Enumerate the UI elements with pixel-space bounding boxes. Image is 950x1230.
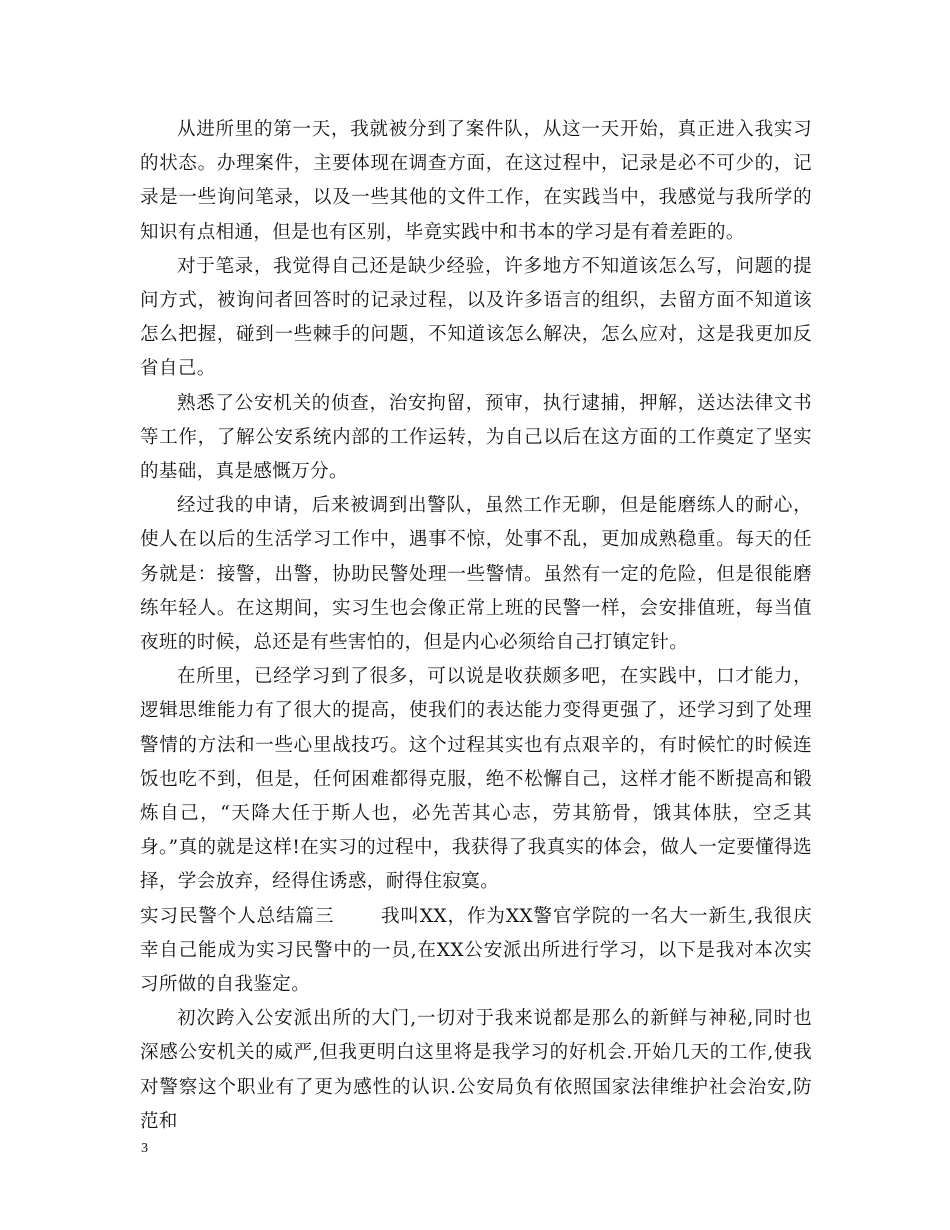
page-number: 3 <box>141 1141 148 1156</box>
paragraph-procedures: 熟悉了公安机关的侦查，治安拘留，预审，执行逮捕，押解，送达法律文书等工作，了解公安系统内部的工作运转，为自己以后在这方面的工作奠定了坚实的基础，真是感慨万分。 <box>140 392 812 483</box>
section-three-opening <box>140 900 812 1003</box>
section-intro: 我叫XX，作为XX警官学院的一名大一新生,我很庆幸自己能成为实习民警中的一员,在XX公安派出所进行学习，以下是我对本次实习所做的自我鉴定。 <box>140 905 812 996</box>
paragraph-first-entry: 初次跨入公安派出所的大门,一切对于我来说都是那么的新鲜与神秘,同时也深感公安机关的威严,但我更明白这里将是我学习的好机会.开始几天的工作,使我对警察这个职业有了更为感性的认识.公安局负有依照国家法律维护社会治安,防范和 <box>140 1008 812 1132</box>
paragraph-case-team: 从进所里的第一天，我就被分到了案件队，从这一天开始，真正进入我实习的状态。办理案件，主要体现在调查方面，在这过程中，记录是必不可少的，记录是一些询问笔录，以及一些其他的文件工作，在实践当中，我感觉与我所学的知识有点相通，但是也有区别，毕竟实践中和书本的学习是有着差距的。 <box>140 119 812 243</box>
section-heading: 实习民警个人总结篇三 <box>140 905 335 927</box>
document-body <box>140 113 812 1139</box>
paragraph-learning: 在所里，已经学习到了很多，可以说是收获颇多吧，在实践中，口才能力，逻辑思维能力有了很大的提高，使我们的表达能力变得更强了，还学习到了处理警情的方法和一些心里战技巧。这个过程其实也有点艰辛的，有时候忙的时候连饭也吃不到，但是，任何困难都得克服，绝不松懈自己，这样才能不断提高和锻炼自己，“天降大任于斯人也，必先苦其心志，劳其筋骨，饿其体肤，空乏其身。”真的就是这样!在实习的过程中，我获得了我真实的体会，做人一定要懂得选择，学会放弃，经得住诱惑，耐得住寂寞。 <box>140 666 812 893</box>
paragraph-dispatch-team: 经过我的申请，后来被调到出警队，虽然工作无聊，但是能磨练人的耐心，使人在以后的生活学习工作中，遇事不惊，处事不乱，更加成熟稳重。每天的任务就是：接警，出警，协助民警处理一些警情。虽然有一定的危险，但是很能磨练年轻人。在这期间，实习生也会像正常上班的民警一样，会安排值班，每当值夜班的时候，总还是有些害怕的，但是内心必须给自己打镇定针。 <box>140 495 812 654</box>
paragraph-records: 对于笔录，我觉得自己还是缺少经验，许多地方不知道该怎么写，问题的提问方式，被询问者回答时的记录过程，以及许多语言的组织，去留方面不知道该怎么把握，碰到一些棘手的问题，不知道该怎么解决，怎么应对，这是我更加反省自己。 <box>140 255 812 380</box>
